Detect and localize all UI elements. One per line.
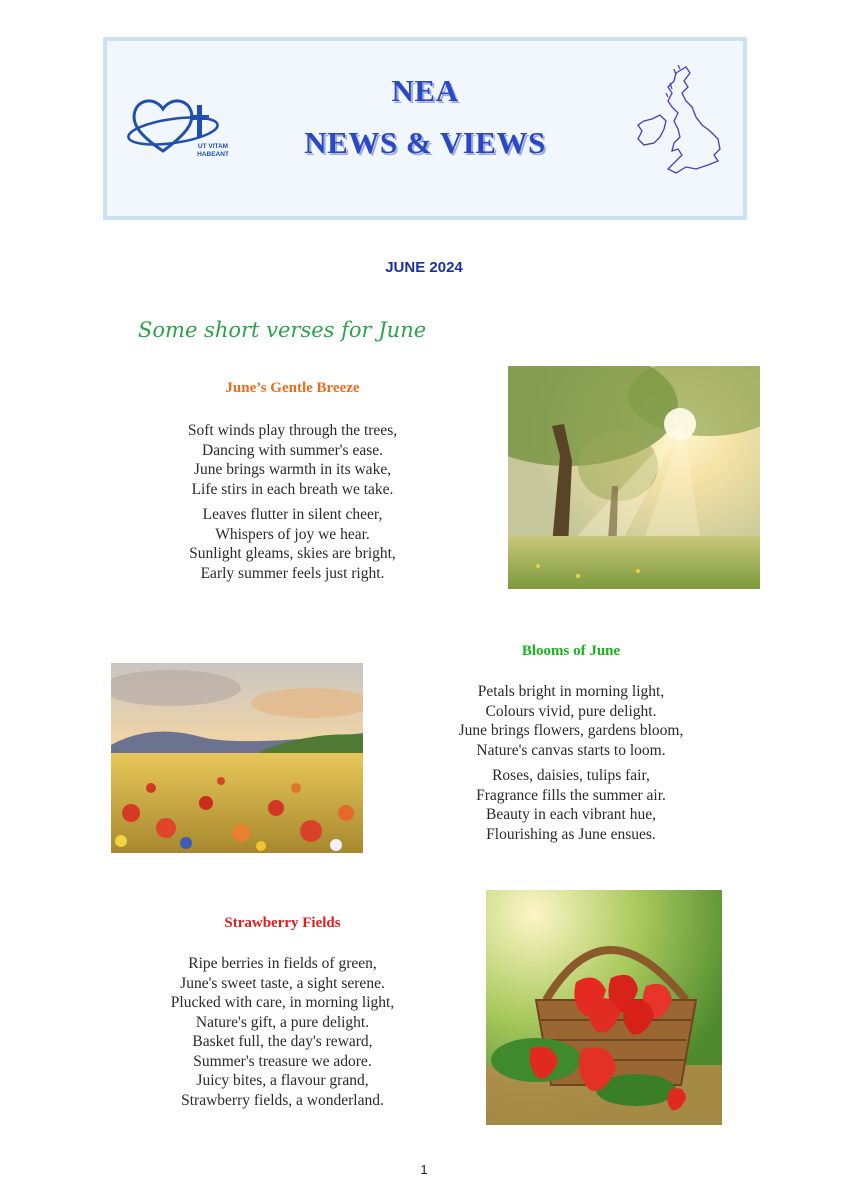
banner-title-line2: NEWS & VIEWS [304, 125, 546, 160]
poem-title: Blooms of June [521, 643, 621, 659]
poem-title: June’s Gentle Breeze [225, 380, 360, 396]
verse-line: Early summer feels just right. [200, 564, 385, 582]
sunlit-trees-illustration [508, 366, 760, 589]
poem-stanza [145, 421, 440, 499]
issue-date: JUNE 2024 [385, 259, 463, 276]
verse-line: Basket full, the day's reward, [192, 1033, 373, 1050]
poem-title: Strawberry Fields [224, 915, 341, 931]
verse-line: Beauty in each vibrant hue, [485, 806, 656, 823]
banner-title-line1: NEA [391, 73, 459, 108]
verse-line: Flourishing as June ensues. [486, 825, 656, 843]
strawberry-basket-illustration [486, 890, 722, 1125]
poem-stanza [420, 682, 722, 760]
verse-line: June's sweet taste, a sight serene. [180, 974, 385, 992]
verse-line: Fragrance fills the summer air. [476, 786, 666, 804]
page-number: 1 [420, 1162, 428, 1177]
section-heading: Some short verses for June [138, 318, 427, 342]
verse-line: June brings warmth in its wake, [193, 461, 392, 478]
logo-motto-line2: HABEANT [197, 151, 229, 158]
poem-junes-gentle-breeze [145, 380, 440, 583]
verse-line: Whispers of joy we hear. [215, 525, 370, 543]
poem-body [145, 421, 440, 583]
verse-line: Juicy bites, a flavour grand, [196, 1072, 369, 1089]
verse-line: Dancing with summer's ease. [202, 441, 383, 459]
verse-line: Sunlight gleams, skies are bright, [189, 545, 396, 562]
poem-stanza [420, 766, 722, 844]
header-banner [103, 37, 747, 220]
flower-meadow-illustration [111, 663, 363, 853]
verse-line: Life stirs in each breath we take. [191, 480, 394, 498]
verse-line: June brings flowers, gardens bloom, [458, 722, 684, 739]
verse-line: Summer's treasure we adore. [193, 1052, 372, 1070]
verse-line: Nature's canvas starts to loom. [476, 741, 666, 759]
verse-line: Ripe berries in fields of green, [188, 955, 377, 972]
poem-blooms-of-june [420, 643, 722, 844]
verse-line: Roses, daisies, tulips fair, [492, 767, 650, 784]
poem-body [140, 954, 425, 1110]
verse-line: Strawberry fields, a wonderland. [181, 1091, 384, 1109]
logo-motto-line1: UT VITAM [197, 143, 229, 150]
poem-strawberry-fields [140, 915, 425, 1110]
verse-line: Nature's gift, a pure delight. [195, 1013, 370, 1031]
verse-line: Petals bright in morning light, [477, 683, 665, 700]
poem-body [420, 682, 722, 844]
verse-line: Soft winds play through the trees, [187, 422, 398, 439]
verse-line: Leaves flutter in silent cheer, [202, 506, 383, 523]
poem-stanza [140, 954, 425, 1110]
uk-map-icon [630, 63, 728, 183]
poem-stanza [145, 505, 440, 583]
verse-line: Plucked with care, in morning light, [170, 994, 395, 1011]
verse-line: Colours vivid, pure delight. [485, 702, 657, 720]
